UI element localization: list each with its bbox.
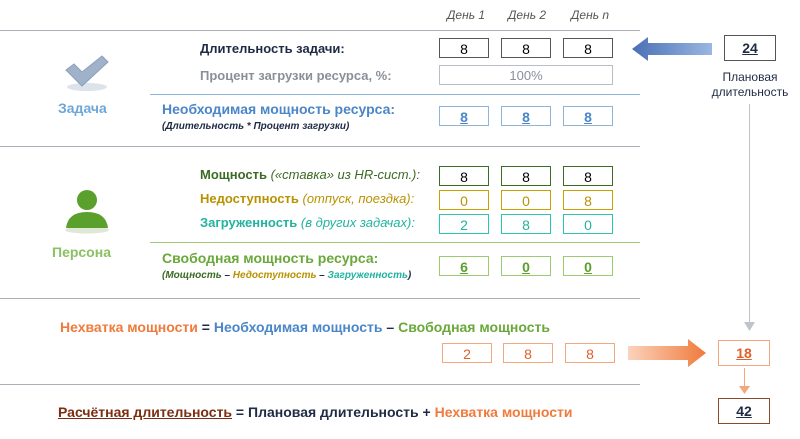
- task-section-label: Задача: [58, 100, 107, 116]
- task-required-separator: [150, 94, 640, 95]
- free-sub-end: ): [407, 270, 412, 281]
- person-unavail-day2: 0: [501, 190, 551, 210]
- person-busy-dayn: 0: [563, 214, 613, 234]
- planned-duration-caption-2: длительность: [711, 85, 789, 99]
- result-planned-term: Плановая длительность: [248, 404, 419, 420]
- task-required-dayn: 8: [563, 106, 613, 126]
- person-icon: [62, 188, 112, 234]
- task-required-day2: 8: [501, 106, 551, 126]
- task-duration-dayn: 8: [563, 38, 613, 58]
- right-arrow-icon: [628, 338, 708, 368]
- person-busy-label: [200, 215, 415, 230]
- shortage-eq: =: [197, 319, 214, 335]
- planned-duration-value: 24: [724, 35, 776, 61]
- task-duration-label: Длительность задачи:: [200, 41, 345, 56]
- free-sub-dash1: –: [221, 270, 233, 281]
- person-free-sub: [162, 270, 411, 281]
- person-unavail-dayn: 8: [563, 190, 613, 210]
- task-person-separator: [0, 146, 640, 147]
- result-eq: =: [232, 404, 249, 420]
- free-sub-dash2: –: [316, 270, 328, 281]
- shortage-total: 18: [718, 340, 770, 366]
- person-capacity-day2: 8: [501, 166, 551, 186]
- top-separator: [0, 30, 640, 31]
- left-arrow-icon: [630, 35, 714, 63]
- result-plus: +: [418, 404, 435, 420]
- checkmark-icon: [62, 52, 112, 92]
- result-shortage-term: Нехватка мощности: [434, 404, 573, 420]
- task-duration-day2: 8: [501, 38, 551, 58]
- free-sub-b: Недоступность: [232, 270, 317, 281]
- person-section-label: Персона: [52, 244, 111, 260]
- person-shortage-separator: [0, 298, 640, 299]
- day-header-2: День 2: [507, 8, 547, 22]
- busy-term: Загруженность: [200, 215, 298, 230]
- shortage-day1: 2: [442, 343, 492, 363]
- shortage-dayn: 8: [565, 343, 615, 363]
- free-sub-c: Загруженность: [327, 270, 408, 281]
- person-capacity-day1: 8: [439, 166, 489, 186]
- person-unavail-label: [200, 191, 414, 206]
- planned-duration-caption-1: Плановая: [722, 70, 778, 84]
- shortage-term: Нехватка мощности: [60, 319, 198, 335]
- capacity-term: Мощность: [200, 167, 267, 182]
- unavail-note: (отпуск, поездка):: [302, 191, 415, 206]
- person-capacity-dayn: 8: [563, 166, 613, 186]
- shortage-minus: –: [382, 319, 399, 335]
- person-free-separator: [150, 242, 640, 243]
- task-required-day1: 8: [439, 106, 489, 126]
- person-free-day1: 6: [439, 256, 489, 276]
- day-header-1: День 1: [446, 8, 486, 22]
- shortage-formula: [60, 319, 550, 335]
- task-required-sub: (Длительность * Процент загрузки): [162, 121, 350, 132]
- shortage-result-separator: [0, 384, 640, 385]
- person-free-day2: 0: [501, 256, 551, 276]
- shortage-free-term: Свободная мощность: [398, 319, 550, 335]
- person-free-label: Свободная мощность ресурса:: [162, 250, 379, 266]
- task-required-label: Необходимая мощность ресурса:: [162, 101, 396, 117]
- result-formula: [58, 404, 572, 420]
- day-header-n: День n: [570, 8, 610, 22]
- shortage-required-term: Необходимая мощность: [213, 319, 383, 335]
- person-unavail-day1: 0: [439, 190, 489, 210]
- task-duration-day1: 8: [439, 38, 489, 58]
- planned-connector-line: [749, 104, 750, 326]
- shortage-day2: 8: [503, 343, 553, 363]
- person-capacity-label: [200, 167, 420, 182]
- unavail-term: Недоступность: [200, 191, 299, 206]
- task-load-label: Процент загрузки ресурса, %:: [200, 68, 392, 83]
- person-busy-day1: 2: [439, 214, 489, 234]
- busy-note: (в других задачах):: [300, 215, 415, 230]
- result-total: 42: [718, 398, 770, 424]
- result-term: Расчётная длительность: [58, 404, 233, 420]
- free-sub-a: (Мощность: [162, 270, 222, 281]
- down-arrow-icon: [744, 322, 755, 331]
- person-busy-day2: 8: [501, 214, 551, 234]
- result-down-arrow-icon: [739, 386, 750, 394]
- task-load-value: 100%: [439, 65, 613, 85]
- person-free-dayn: 0: [563, 256, 613, 276]
- capacity-note: («ставка» из HR-сист.):: [270, 167, 421, 182]
